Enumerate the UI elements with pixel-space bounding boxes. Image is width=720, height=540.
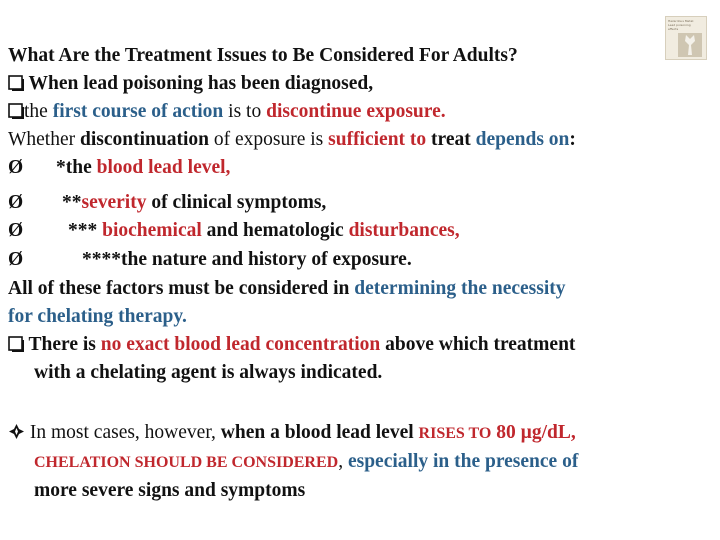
bullet-3-highlight: no exact blood lead concentration	[100, 334, 381, 355]
slide-title: What Are the Treatment Issues to Be Considered For Adults?	[8, 45, 518, 66]
discontinue-exposure-text: discontinue exposure.	[266, 101, 446, 122]
para-1-colon: :	[569, 129, 576, 150]
para-1-treat: treat	[426, 129, 476, 150]
arrow-bullet-icon: Ø	[8, 220, 24, 241]
bullet-item-3	[8, 331, 575, 359]
note-chelation: CHELATION SHOULD BE CONSIDERED	[34, 454, 339, 471]
note-line-1	[8, 419, 576, 448]
square-bullet-icon	[8, 103, 24, 119]
bullet-item-2	[8, 98, 446, 126]
factor-item-1	[8, 154, 230, 182]
note-line-3: more severe signs and symptoms	[34, 480, 306, 501]
paragraph-depends	[8, 126, 576, 154]
bullet-item-1	[8, 70, 373, 98]
bone-image-icon	[678, 33, 702, 57]
bullet-2-text-a: the	[24, 101, 53, 122]
note-a: In most cases, however,	[29, 422, 221, 443]
factor-2-pre: **	[62, 192, 82, 213]
para-2-determining: determining the necessity	[354, 278, 566, 299]
para-1-discontinuation: discontinuation	[80, 129, 209, 150]
para-1-sufficient: sufficient to	[328, 129, 427, 150]
factor-3-highlight-2: disturbances,	[348, 220, 460, 241]
square-bullet-icon	[8, 75, 24, 91]
diamond-bullet-icon	[8, 423, 25, 440]
thumbnail-caption: Hazardous Metal: Lead poisoning effects	[668, 19, 695, 31]
square-bullet-icon	[8, 336, 24, 352]
bullet-1-text: When lead poisoning has been diagnosed,	[28, 73, 374, 94]
factor-3-post: and hematologic	[201, 220, 349, 241]
note-especially: especially in the presence of	[347, 451, 579, 472]
bullet-3-a: There is	[28, 334, 101, 355]
factor-2-post: of clinical symptoms,	[146, 192, 327, 213]
factor-3-pre: ***	[68, 220, 103, 241]
factor-item-3	[8, 217, 460, 245]
factor-1-highlight: blood lead	[96, 157, 183, 178]
factor-item-2	[8, 189, 326, 217]
factor-2-highlight: severity	[81, 192, 147, 213]
arrow-bullet-icon: Ø	[8, 157, 24, 178]
note-rises-to: RISES TO	[418, 425, 492, 442]
note-b: when a blood lead level	[220, 422, 419, 443]
para-2-a: All of these factors must be considered in	[8, 278, 355, 299]
para-1-a: Whether	[8, 129, 81, 150]
factor-item-4	[8, 246, 412, 274]
note-comma: ,	[338, 451, 348, 472]
factor-1-pre: *the	[56, 157, 97, 178]
note-line-2	[34, 448, 578, 477]
factor-4-pre: ****the nature and history of exposure.	[82, 249, 412, 270]
bullet-3-b: above which treatment	[380, 334, 576, 355]
factor-1-post: level,	[182, 157, 231, 178]
paragraph-factors	[8, 275, 566, 303]
para-1-depends: depends on	[475, 129, 570, 150]
bullet-item-3-line-2: with a chelating agent is always indicated.	[34, 362, 383, 383]
note-value: 80 µg/dL,	[491, 422, 576, 443]
arrow-bullet-icon: Ø	[8, 192, 24, 213]
bullet-2-text-b: is to	[223, 101, 267, 122]
thumbnail-image	[665, 16, 707, 60]
first-course-text: first course of action	[52, 101, 224, 122]
para-1-b: of exposure is	[208, 129, 329, 150]
arrow-bullet-icon: Ø	[8, 249, 24, 270]
paragraph-factors-line-2: for chelating therapy.	[8, 306, 187, 327]
factor-3-highlight: biochemical	[102, 220, 202, 241]
